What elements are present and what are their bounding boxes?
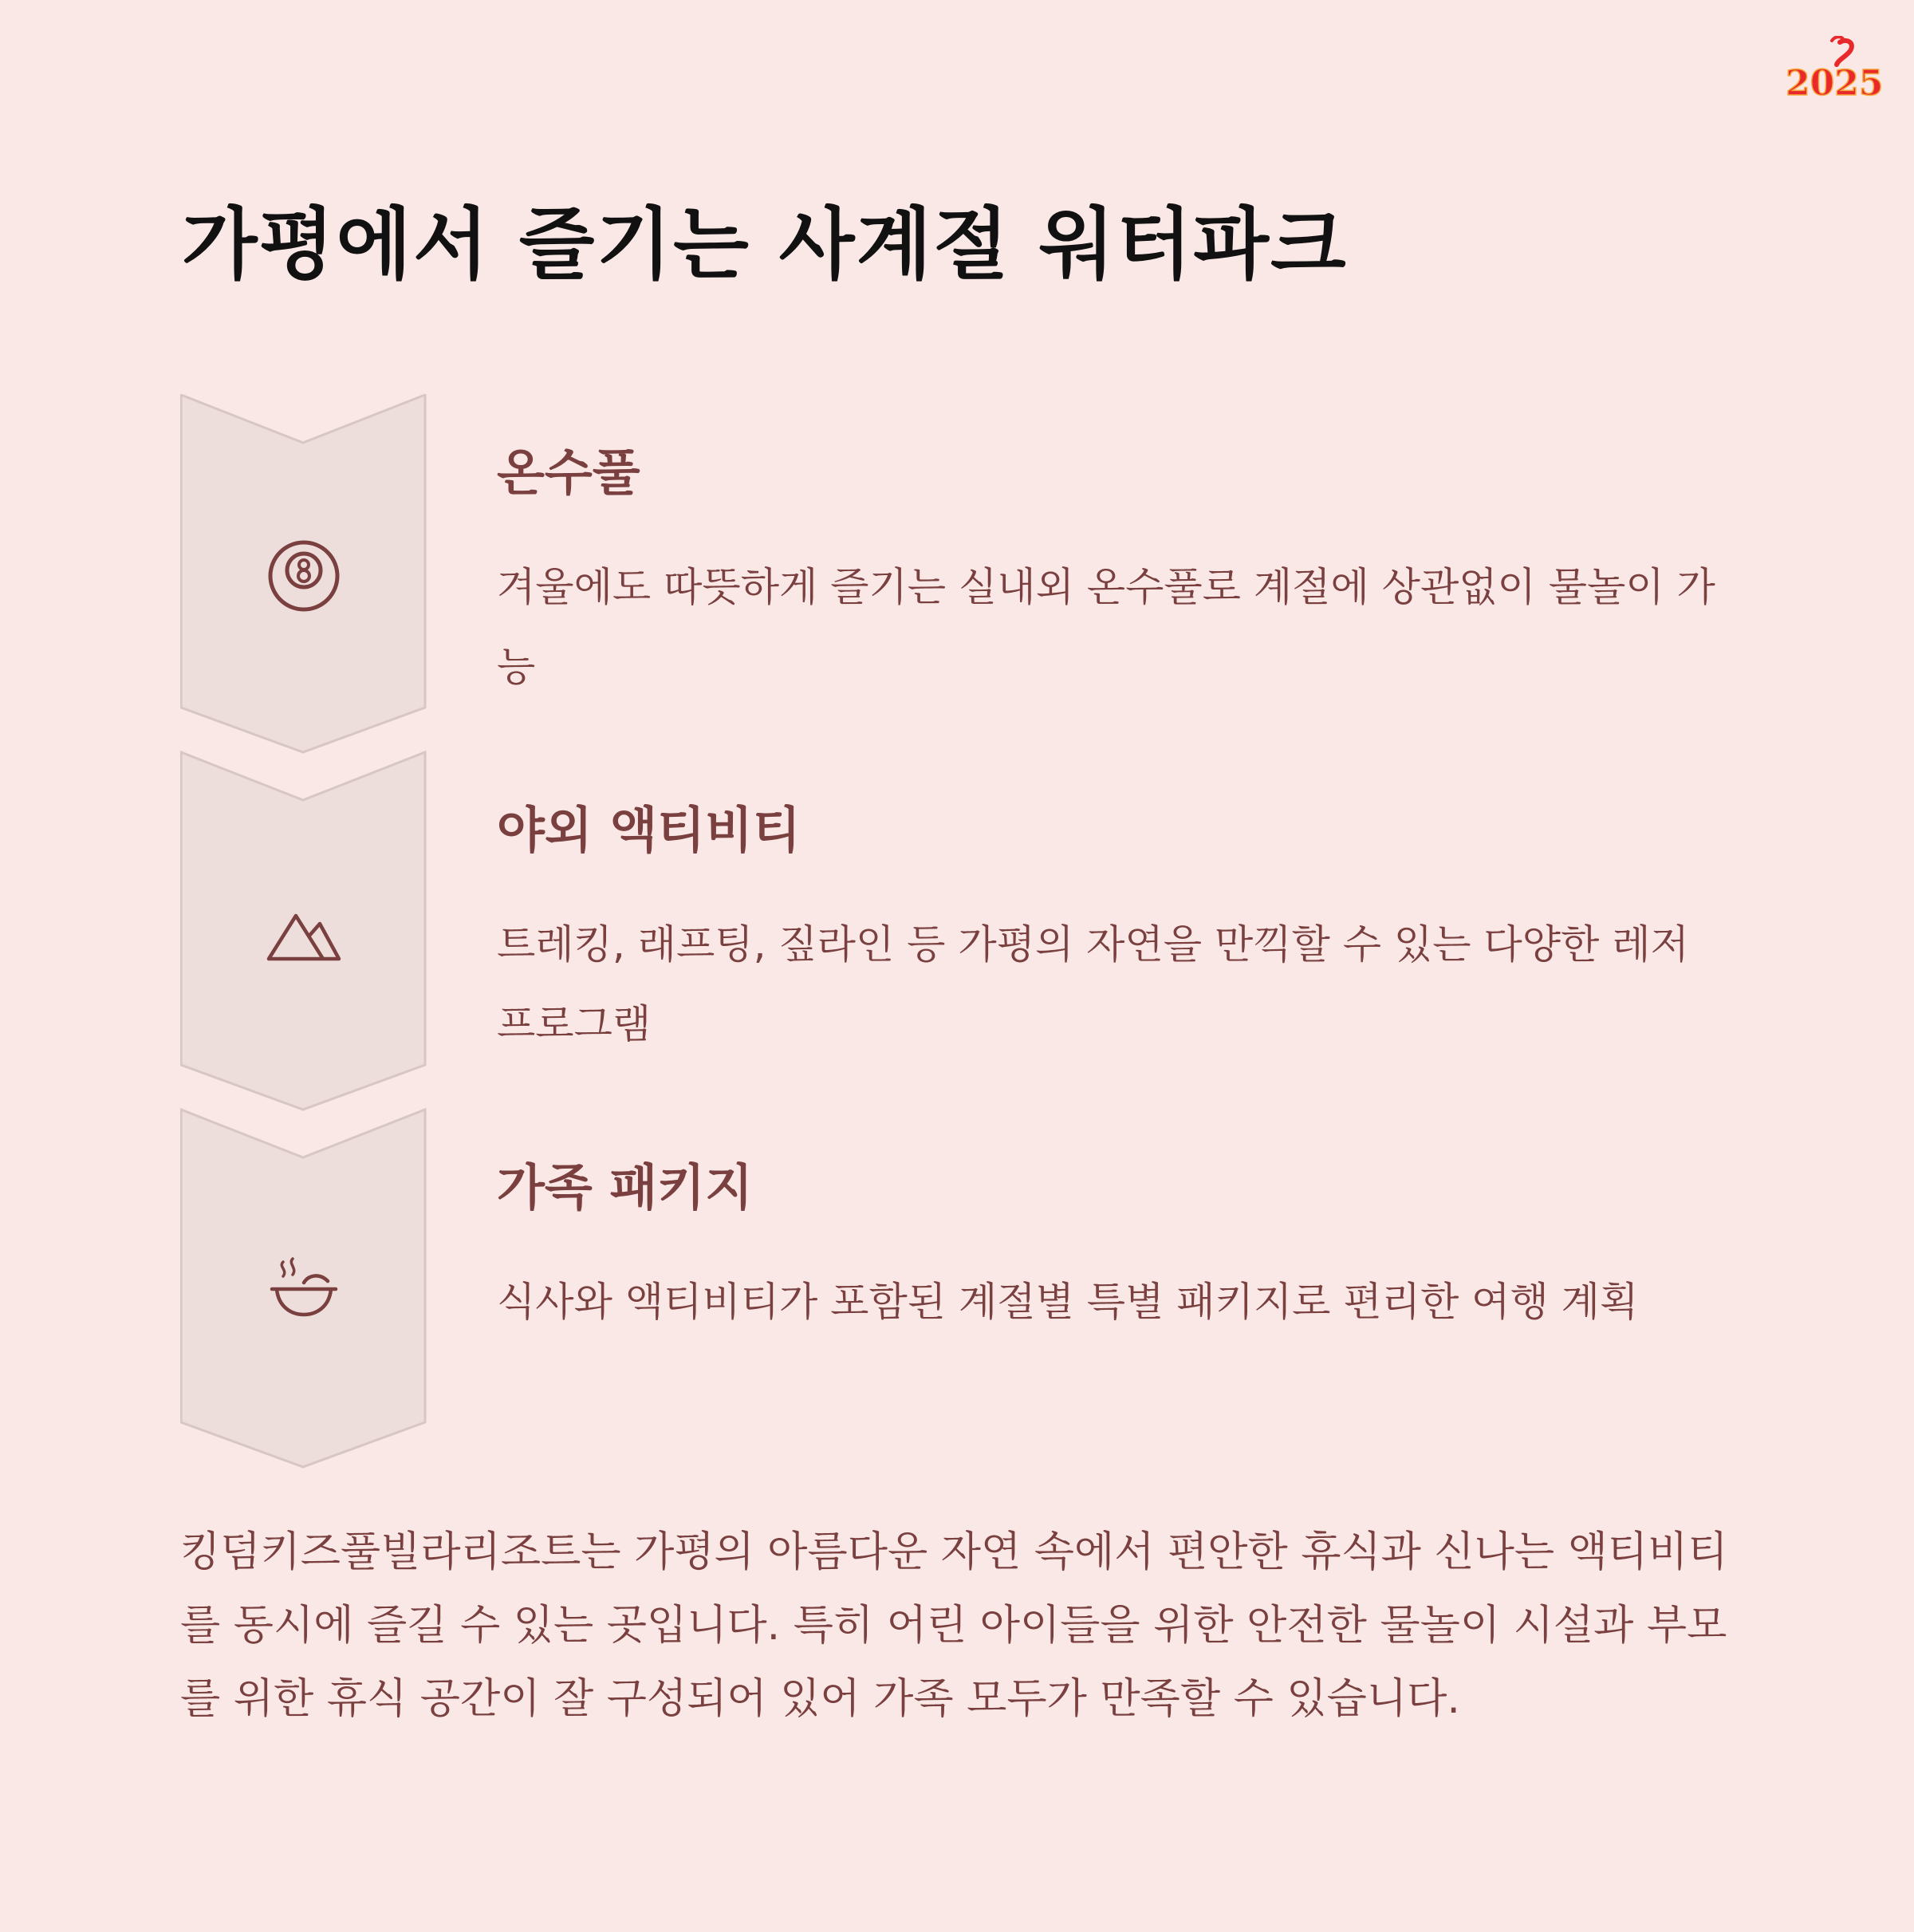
- feature-description: 겨울에도 따뜻하게 즐기는 실내외 온수풀로 계절에 상관없이 물놀이 가능: [497, 564, 1715, 691]
- steaming-bowl-icon: [264, 1249, 344, 1329]
- feature-hot-pool: [497, 444, 1725, 707]
- summary-paragraph: 킹덤키즈풀빌라리조트는 가평의 아름다운 자연 속에서 편안한 휴식과 신나는 액티비티를 동시에 즐길 수 있는 곳입니다. 특히 어린 아이들을 위한 안전한 물놀이 시설과 부모를 위한 휴식 공간이 잘 구성되어 있어 가족 모두가 만족할 수 있습니다.: [180, 1528, 1728, 1723]
- feature-title: 야외 액티비티: [497, 801, 801, 859]
- mountain-icon: [264, 893, 344, 973]
- logo-2025-icon: [1782, 36, 1886, 108]
- feature-title: 온수풀: [497, 444, 640, 502]
- page-title: 가평에서 즐기는 사계절 워터파크: [182, 199, 1348, 290]
- feature-description: 트레킹, 래프팅, 짚라인 등 가평의 자연을 만끽할 수 있는 다양한 레저 프로그램: [497, 921, 1689, 1048]
- feature-title: 가족 패키지: [497, 1158, 754, 1216]
- feature-description: 식사와 액티비티가 포함된 계절별 특별 패키지로 편리한 여행 계획: [497, 1279, 1639, 1326]
- feature-family-package: [497, 1158, 1725, 1342]
- feature-outdoor-activity: [497, 801, 1725, 1064]
- svg-text:2025: 2025: [1786, 63, 1884, 104]
- step-chevron-column: [180, 394, 427, 1471]
- billiard-ball-8-icon: [264, 536, 344, 616]
